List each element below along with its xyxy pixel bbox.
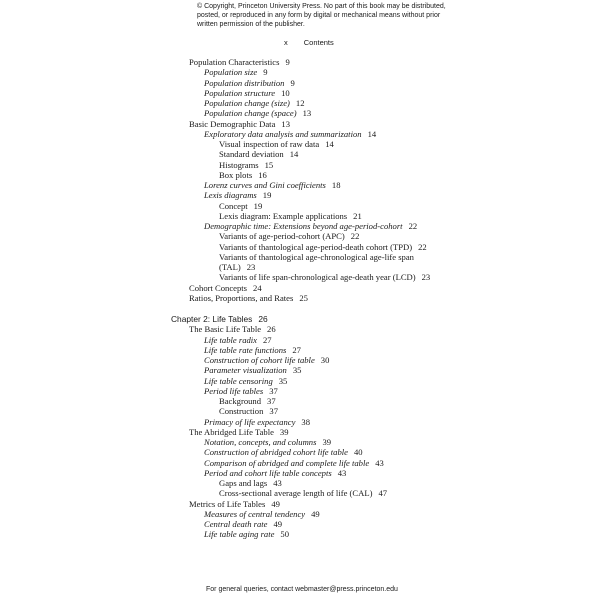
- toc-entry: [189, 283, 262, 293]
- toc-page-number: 22: [408, 221, 418, 231]
- toc-entry: [189, 57, 290, 67]
- toc-entry: [204, 437, 331, 447]
- toc-entry: [204, 458, 384, 468]
- toc-page-number: 43: [273, 478, 282, 488]
- toc-page-number: 22: [418, 241, 427, 252]
- toc-entry-title: Basic Demographic Data: [189, 118, 276, 129]
- toc-chapter-heading: [171, 314, 268, 324]
- toc-page-number: 21: [353, 210, 362, 221]
- toc-entry: [204, 345, 301, 355]
- toc-entry-title: Ratios, Proportions, and Rates: [189, 292, 294, 303]
- toc-entry-title: Lorenz curves and Gini coefficients: [204, 180, 326, 190]
- toc-entry-title: Primacy of life expectancy: [204, 416, 296, 427]
- toc-entry: [189, 427, 289, 437]
- toc-page-number: 30: [320, 355, 330, 365]
- toc-entry-title: Life table aging rate: [204, 529, 275, 540]
- toc-entry: [219, 488, 387, 498]
- toc-page-number: 24: [253, 282, 262, 293]
- toc-entry-title: Population size: [204, 67, 258, 78]
- toc-entry-title: Measures of central tendency: [204, 508, 306, 519]
- toc-page-number: 18: [331, 180, 341, 190]
- toc-entry: [204, 509, 320, 519]
- toc-entry: [204, 221, 417, 231]
- toc-entry-title: The Basic Life Table: [189, 324, 262, 335]
- toc-entry-title: Life table radix: [204, 334, 257, 345]
- toc-entry: [204, 468, 346, 478]
- toc-entry: [204, 190, 271, 200]
- toc-page-number: 10: [281, 87, 290, 98]
- toc-page-number: 13: [302, 108, 312, 119]
- toc-entry-title: Notation, concepts, and columns: [204, 437, 317, 447]
- toc-page-number: 26: [258, 313, 268, 324]
- toc-entry-title: Life table rate functions: [204, 344, 287, 355]
- toc-page-number: 23: [421, 272, 431, 283]
- toc-entry: [204, 376, 287, 386]
- toc-entry: [204, 335, 272, 345]
- toc-entry-title: Construction of abridged cohort life table: [204, 447, 348, 458]
- toc-entry-title: Chapter 2: Life Tables: [171, 313, 253, 324]
- toc-page-number: 12: [295, 98, 305, 108]
- toc-entry: [189, 499, 280, 509]
- toc-entry: [219, 396, 276, 406]
- toc-page-number: 43: [337, 467, 347, 478]
- toc-page-number: 9: [263, 67, 268, 78]
- toc-page-number: 47: [378, 488, 388, 499]
- toc-entry-title: Period life tables: [204, 385, 264, 396]
- toc-entry: [219, 201, 262, 211]
- toc-entry-title: Concept: [219, 200, 248, 211]
- toc-entry: [219, 160, 273, 170]
- toc-page-number: 14: [367, 128, 377, 139]
- toc-page-number: 49: [311, 508, 320, 519]
- toc-page-number: 35: [292, 365, 302, 376]
- toc-page-number: 49: [273, 519, 283, 529]
- toc-page-number: 15: [264, 159, 274, 170]
- toc-entry: [189, 324, 276, 334]
- toc-entry-title: Demographic time: Extensions beyond age-period-cohort: [204, 221, 403, 231]
- toc-entry: [204, 180, 340, 190]
- toc-entry-title: Central death rate: [204, 519, 268, 529]
- toc-entry: [204, 529, 289, 539]
- toc-entry: [204, 98, 305, 108]
- toc-entry: [219, 231, 359, 241]
- toc-entry-title: Metrics of Life Tables: [189, 498, 266, 509]
- toc-entry-title: Cross-sectional average length of life (CAL): [219, 488, 373, 499]
- toc-entry: [219, 170, 267, 180]
- toc-entry: [219, 242, 427, 252]
- toc-page-number: 13: [281, 118, 290, 129]
- toc-page-number: 39: [322, 437, 332, 447]
- toc-entry: [204, 447, 363, 457]
- toc-page-number: 14: [289, 149, 299, 160]
- toc-entry: [219, 478, 282, 488]
- footer-contact: For general queries, contact webmaster@press.princeton.edu: [206, 586, 398, 593]
- toc-page-number: 49: [271, 498, 280, 509]
- toc-page-number: 27: [263, 334, 272, 345]
- toc-page-number: 38: [301, 416, 310, 427]
- toc-entry: [204, 355, 329, 365]
- toc-entry: [204, 386, 278, 396]
- toc-entry-title: Visual inspection of raw data: [219, 139, 320, 149]
- toc-page-number: 27: [292, 344, 301, 355]
- toc-page-number: 39: [279, 426, 289, 437]
- toc-entry: [189, 293, 308, 303]
- toc-entry: [219, 406, 278, 416]
- toc-entry-title: Period and cohort life table concepts: [204, 467, 332, 478]
- toc-page-number: 23: [246, 262, 256, 272]
- toc-entry: [219, 272, 430, 282]
- toc-entry: [204, 78, 295, 88]
- toc-entry: [219, 262, 255, 272]
- toc-entry-title: Background: [219, 396, 262, 406]
- toc-entry: [204, 88, 290, 98]
- toc-page-number: 35: [278, 375, 288, 386]
- toc-entry: [204, 67, 268, 77]
- toc-page-number: 50: [280, 529, 290, 540]
- toc-entry: [204, 519, 282, 529]
- toc-entry-title: Comparison of abridged and complete life table: [204, 457, 370, 468]
- running-head-title: Contents: [303, 38, 334, 47]
- toc-entry-title: Variants of life span-chronological age-death year (LCD): [219, 272, 416, 283]
- toc-entry-title: Construction of cohort life table: [204, 355, 315, 365]
- toc-page-number: 16: [258, 169, 267, 180]
- toc-entry-title: Construction: [219, 406, 264, 417]
- toc-entry: [219, 211, 362, 221]
- toc-entry-title: Variants of age-period-cohort (APC): [219, 231, 345, 242]
- toc-entry-title: Population change (space): [204, 108, 297, 119]
- toc-page-number: 40: [353, 447, 363, 458]
- toc-page-number: 37: [269, 406, 278, 417]
- toc-entry-title: Exploratory data analysis and summarization: [204, 128, 362, 139]
- toc-entry: [219, 139, 334, 149]
- toc-entry-title: Box plots: [219, 169, 253, 180]
- toc-entry-title: Parameter visualization: [204, 365, 287, 376]
- toc-entry-title: Cohort Concepts: [189, 282, 248, 293]
- toc-entry-title: Population change (size): [204, 98, 290, 108]
- toc-entry-title: Life table censoring: [204, 375, 273, 386]
- toc-entry-title: The Abridged Life Table: [189, 426, 274, 437]
- toc-page-number: 9: [290, 77, 295, 88]
- toc-entry: [204, 417, 310, 427]
- toc-entry-title: Histograms: [219, 159, 259, 170]
- toc-entry-title: Lexis diagram: Example applications: [219, 210, 348, 221]
- toc-page-number: 43: [375, 457, 384, 468]
- toc-entry-title: Lexis diagrams: [204, 190, 257, 201]
- toc-entry-title: Variants of thantological age-period-death cohort (TPD): [219, 241, 413, 252]
- toc-page-number: 19: [262, 190, 272, 201]
- toc-entry-title: Gaps and lags: [219, 478, 268, 488]
- toc-entry-title: Population structure: [204, 87, 276, 98]
- toc-entry-title: Variants of thantological age-chronological age-life span: [219, 251, 414, 262]
- toc-page-number: 25: [299, 292, 308, 303]
- toc-entry: [189, 119, 290, 129]
- toc-page-number: 9: [285, 57, 290, 67]
- toc-entry: [219, 252, 414, 262]
- folio-number: x: [284, 38, 288, 47]
- toc-page-number: 26: [267, 324, 276, 335]
- toc-page-number: 19: [253, 200, 263, 211]
- toc-entry: [204, 108, 311, 118]
- toc-entry-title: (TAL): [219, 262, 241, 272]
- toc-page-number: 22: [350, 231, 360, 242]
- toc-entry-title: Population Characteristics: [189, 57, 280, 67]
- toc-entry-title: Standard deviation: [219, 149, 284, 160]
- toc-entry: [219, 149, 298, 159]
- toc-page-number: 37: [269, 385, 278, 396]
- toc-entry: [204, 365, 301, 375]
- toc-entry: [204, 129, 376, 139]
- copyright-notice: © Copyright, Princeton University Press. No part of this book may be distributed, posted, or reproduced in any form by digital or mechanical means without prior written permission of the publisher.: [197, 3, 446, 28]
- toc-page-number: 14: [325, 139, 334, 149]
- toc-entry-title: Population distribution: [204, 77, 285, 88]
- toc-page-number: 37: [267, 396, 276, 406]
